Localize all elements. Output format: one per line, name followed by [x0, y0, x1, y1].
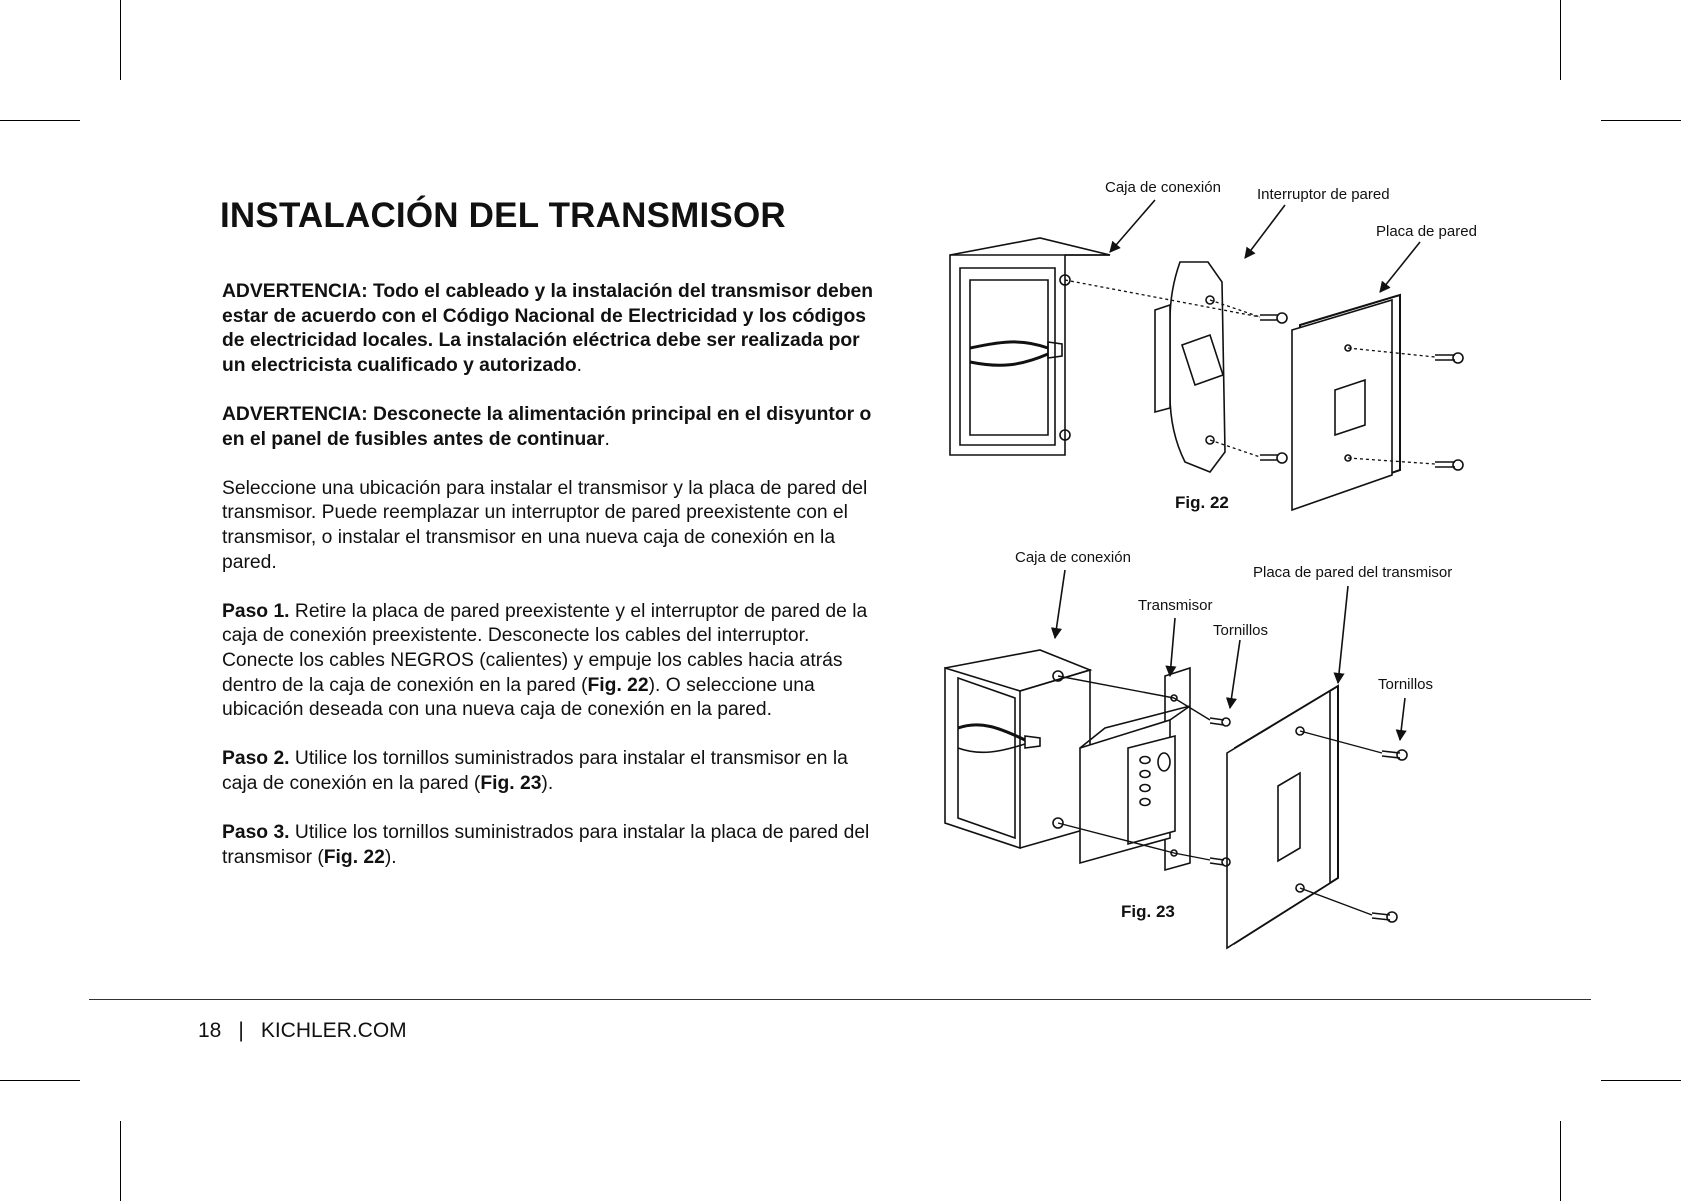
step-label: Paso 1.: [222, 600, 290, 622]
warning-disconnect-power: [222, 403, 882, 452]
step-label: Paso 3.: [222, 822, 290, 844]
label-wall-switch: Interruptor de pared: [1257, 186, 1390, 203]
crop-mark: [0, 120, 80, 121]
step-text: Retire la placa de pared preexistente y el interruptor de pared de la caja de conexión preexistente. Desconecte los cables del interruptor. Conecte los cables NEGROS (calientes) y empuje los cables hacia atrás dentro de la caja de conexión en la pared (: [222, 600, 868, 696]
footer-separator: |: [238, 1019, 244, 1042]
step-label: Paso 2.: [222, 748, 290, 770]
step-2: [222, 747, 882, 796]
step-text: ). O seleccione una ubicación deseada con una nueva caja de conexión en la pared.: [222, 674, 815, 721]
transmitter-wall-plate-drawing: [1227, 686, 1338, 948]
junction-box-drawing: [945, 650, 1090, 848]
step-text: Utilice los tornillos suministrados para instalar el transmisor en la caja de conexión en la pared (: [222, 748, 848, 794]
warning-text: ADVERTENCIA: Desconecte la alimentación principal en el disyuntor o en el panel de fusibles antes de continuar: [222, 403, 872, 450]
footer: [198, 1019, 407, 1043]
figure-23-illustration: [940, 548, 1500, 958]
step-1: [222, 600, 882, 723]
label-screws: Tornillos: [1378, 676, 1434, 693]
crop-mark: [120, 1121, 121, 1201]
instructions-column: [222, 280, 882, 895]
warning-end: .: [576, 354, 583, 376]
figure-23: [940, 548, 1500, 958]
site-url: KICHLER.COM: [260, 1019, 407, 1042]
warning-end: .: [604, 428, 610, 450]
figure-23-caption: Fig. 23: [1121, 902, 1175, 921]
label-junction-box: Caja de conexión: [1105, 179, 1221, 196]
warning-text: ADVERTENCIA: Todo el cableado y la instalación del transmisor deben estar de acuerdo con el Código Nacional de Electricidad y los códigos de electricidad locales. La instalación eléctrica debe ser realizada por un electricista cualificado y autorizado: [222, 281, 874, 376]
intro-paragraph: Seleccione una ubicación para instalar el transmisor y la placa de pared del transmisor. Puede reemplazar un interruptor de pared preexistente con el transmisor, o instalar el transmisor en una nueva caja de conexión en la pared.: [222, 477, 868, 573]
crop-mark: [120, 0, 121, 80]
crop-mark: [1560, 0, 1561, 80]
footer-divider: [89, 999, 1591, 1000]
wall-switch-drawing: [1155, 262, 1225, 472]
label-transmitter: Transmisor: [1138, 597, 1213, 614]
figure-22-caption: Fig. 22: [1175, 493, 1229, 512]
figure-reference: Fig. 22: [323, 846, 385, 868]
step-3: [222, 821, 882, 870]
wall-plate-drawing: [1292, 295, 1400, 510]
figure-22: [940, 170, 1500, 520]
crop-mark: [0, 1080, 80, 1081]
label-junction-box: Caja de conexión: [1015, 549, 1131, 566]
step-text: ).: [384, 846, 397, 868]
figure-reference: Fig. 22: [587, 674, 649, 696]
step-text: Utilice los tornillos suministrados para instalar la placa de pared del transmisor (: [222, 822, 870, 868]
figure-22-illustration: [940, 170, 1500, 520]
label-screws: Tornillos: [1213, 622, 1269, 639]
junction-box-drawing: [950, 238, 1110, 455]
figure-reference: Fig. 23: [480, 772, 542, 794]
crop-mark: [1601, 120, 1681, 121]
step-text: ).: [541, 772, 554, 794]
crop-mark: [1560, 1121, 1561, 1201]
label-wall-plate: Placa de pared: [1376, 223, 1477, 240]
page-number: 18: [198, 1019, 222, 1042]
page-title: INSTALACIÓN DEL TRANSMISOR: [220, 196, 786, 235]
label-transmitter-wall-plate: Placa de pared del transmisor: [1253, 564, 1453, 581]
crop-mark: [1601, 1080, 1681, 1081]
warning-electrical-code: [222, 280, 882, 378]
